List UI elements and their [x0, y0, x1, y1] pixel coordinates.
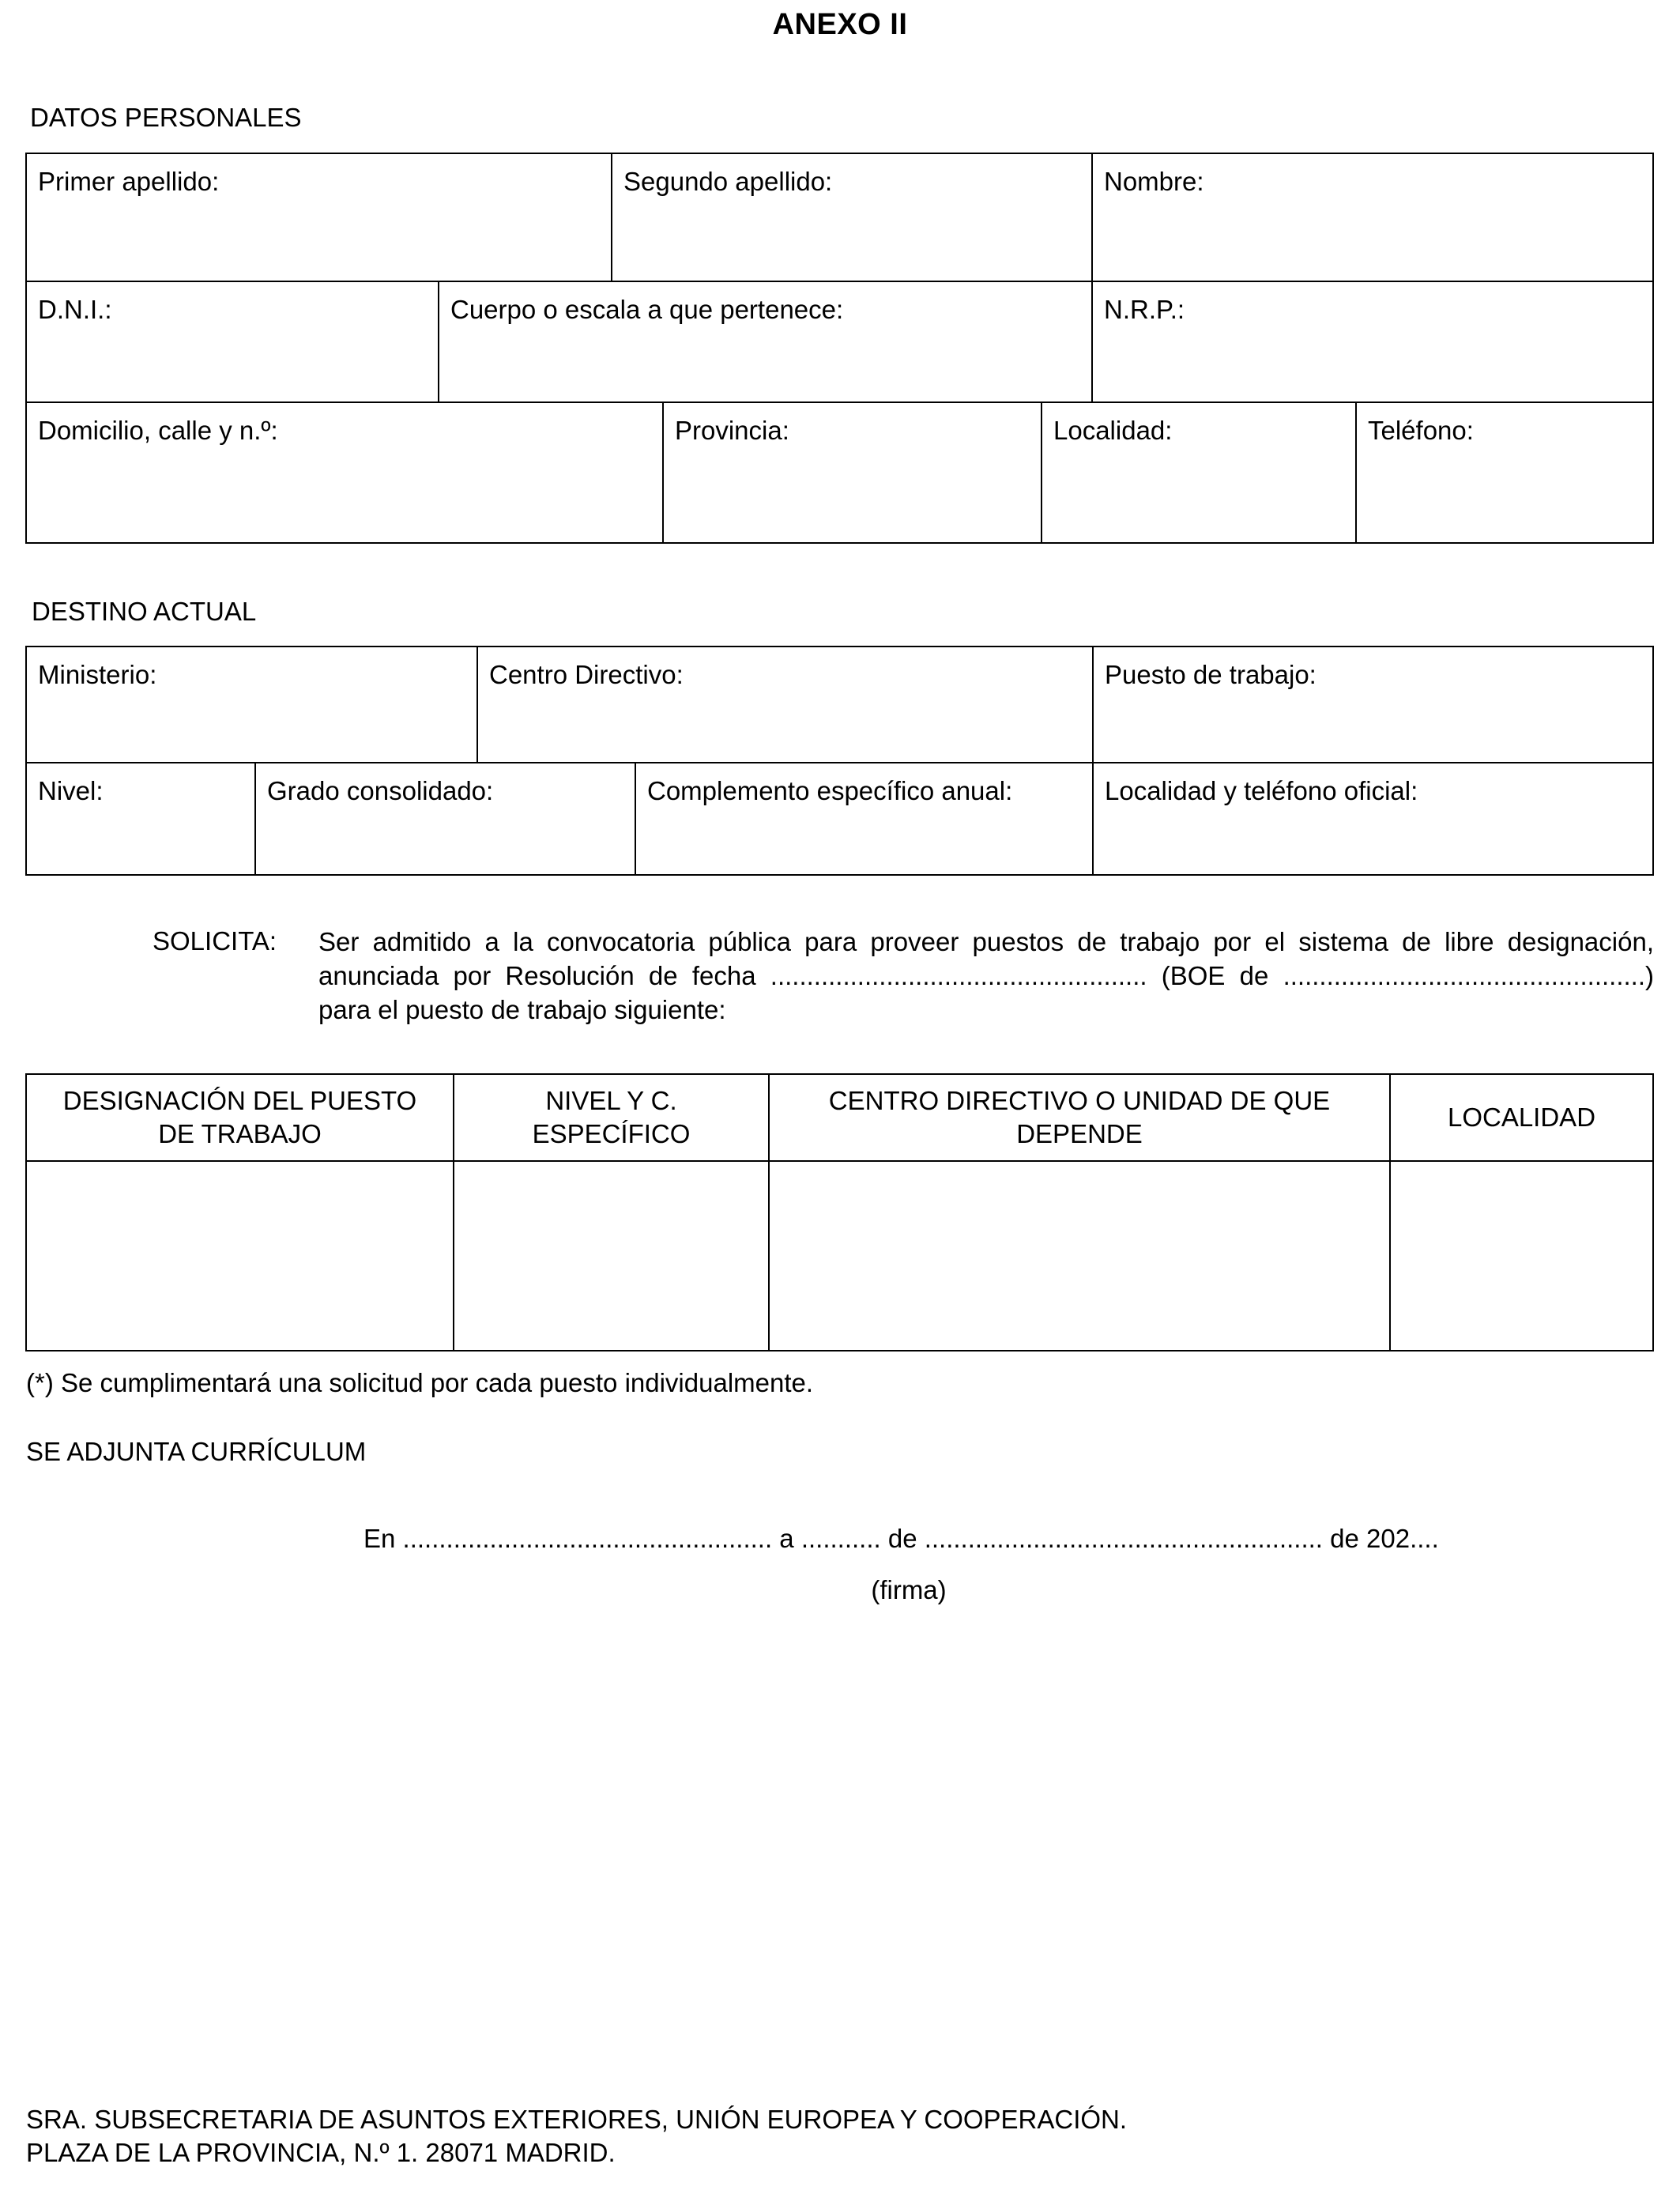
- adjunta-curriculum-text: SE ADJUNTA CURRÍCULUM: [26, 1437, 367, 1466]
- primer-apellido-label: Primer apellido:: [38, 167, 220, 196]
- destino-actual-form: [25, 646, 1654, 876]
- nivel-field[interactable]: [27, 763, 256, 874]
- segundo-apellido-field[interactable]: [612, 154, 1093, 282]
- table-header-designacion: DESIGNACIÓN DEL PUESTO DE TRABAJO: [27, 1075, 454, 1162]
- centro-directivo-label: Centro Directivo:: [489, 660, 684, 689]
- footer-line-1: SRA. SUBSECRETARIA DE ASUNTOS EXTERIORES, UNIÓN EUROPEA Y COOPERACIÓN.: [26, 2105, 1128, 2134]
- centro-directivo-field[interactable]: [478, 647, 1094, 763]
- localidad-telefono-oficial-label: Localidad y teléfono oficial:: [1105, 776, 1418, 805]
- nrp-field[interactable]: [1093, 282, 1652, 403]
- localidad-label: Localidad:: [1053, 416, 1173, 445]
- note-text: (*) Se cumplimentará una solicitud por cada puesto individualmente.: [26, 1368, 814, 1397]
- solicita-line-3: para el puesto de trabajo siguiente:: [318, 995, 726, 1024]
- localidad-telefono-oficial-field[interactable]: [1094, 763, 1652, 874]
- domicilio-label: Domicilio, calle y n.º:: [38, 416, 278, 445]
- grado-consolidado-field[interactable]: [256, 763, 636, 874]
- solicita-line-1: Ser admitido a la convocatoria pública para proveer puestos de trabajo por el sistema de libre designación,: [318, 927, 1654, 956]
- nrp-label: N.R.P.:: [1104, 295, 1185, 324]
- ministerio-field[interactable]: [27, 647, 478, 763]
- solicita-label: SOLICITA:: [153, 926, 277, 956]
- puesto-table: [25, 1073, 1654, 1351]
- dni-label: D.N.I.:: [38, 295, 112, 324]
- dni-field[interactable]: [27, 282, 439, 403]
- domicilio-field[interactable]: [27, 403, 664, 542]
- nivel-label: Nivel:: [38, 776, 104, 805]
- table-header-centro: CENTRO DIRECTIVO O UNIDAD DE QUE DEPENDE: [770, 1075, 1391, 1162]
- nombre-label: Nombre:: [1104, 167, 1204, 196]
- table-cell-centro[interactable]: [770, 1162, 1391, 1350]
- firma-label: (firma): [871, 1575, 947, 1604]
- destino-actual-heading: DESTINO ACTUAL: [32, 597, 257, 626]
- segundo-apellido-label: Segundo apellido:: [623, 167, 833, 196]
- solicita-line-2: anunciada por Resolución de fecha .................................................... (BOE de ..................................................): [318, 961, 1654, 990]
- page-title: ANEXO II: [772, 8, 908, 41]
- grado-consolidado-label: Grado consolidado:: [267, 776, 494, 805]
- telefono-field[interactable]: [1357, 403, 1652, 542]
- table-header-localidad: LOCALIDAD: [1391, 1075, 1652, 1162]
- localidad-field[interactable]: [1042, 403, 1357, 542]
- puesto-trabajo-field[interactable]: [1094, 647, 1652, 763]
- provincia-field[interactable]: [664, 403, 1042, 542]
- complemento-especifico-field[interactable]: [636, 763, 1094, 874]
- puesto-trabajo-label: Puesto de trabajo:: [1105, 660, 1317, 689]
- primer-apellido-field[interactable]: [27, 154, 612, 282]
- table-cell-localidad[interactable]: [1391, 1162, 1652, 1350]
- datos-personales-heading: DATOS PERSONALES: [30, 103, 302, 132]
- footer-line-2: PLAZA DE LA PROVINCIA, N.º 1. 28071 MADRID.: [26, 2138, 616, 2167]
- provincia-label: Provincia:: [675, 416, 789, 445]
- cuerpo-escala-field[interactable]: [439, 282, 1093, 403]
- nombre-field[interactable]: [1093, 154, 1652, 282]
- cuerpo-escala-label: Cuerpo o escala a que pertenece:: [450, 295, 844, 324]
- ministerio-label: Ministerio:: [38, 660, 157, 689]
- solicita-text: [318, 925, 1654, 1027]
- complemento-especifico-label: Complemento específico anual:: [647, 776, 1013, 805]
- telefono-label: Teléfono:: [1368, 416, 1474, 445]
- table-cell-nivel[interactable]: [454, 1162, 770, 1350]
- table-cell-designacion[interactable]: [27, 1162, 454, 1350]
- fecha-line: En ................................................... a ........... de ....................................................... de 202....: [363, 1524, 1439, 1553]
- datos-personales-form: [25, 153, 1654, 544]
- table-header-nivel: NIVEL Y C. ESPECÍFICO: [454, 1075, 770, 1162]
